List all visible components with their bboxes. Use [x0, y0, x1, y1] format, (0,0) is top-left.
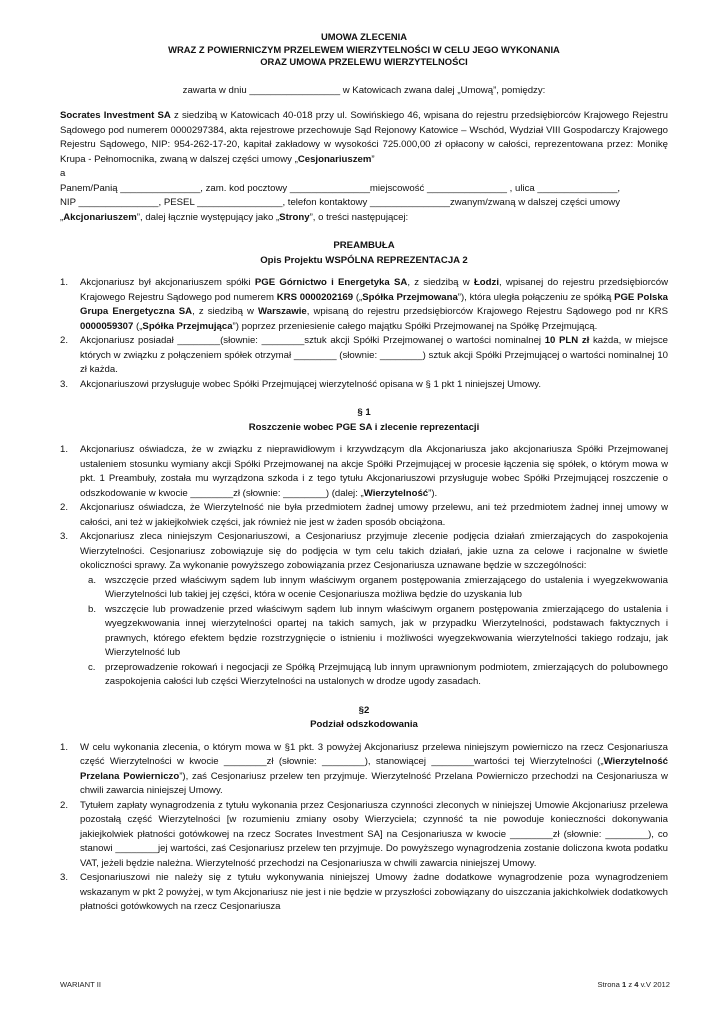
title-line-3: ORAZ UMOWA PRZELEWU WIERZYTELNOŚCI [260, 56, 468, 67]
item-bold: Łodzi [473, 277, 499, 288]
item-bold: Spółka Przejmowana [362, 291, 458, 303]
item-text: Akcjonariusz zleca niniejszym Cesjonariuszowi, a Cesjonariusz przyjmuje zlecenie podjęcia działań zmierzających do zaspokojenia Wierzytelności. Cesjonariusz zobowiązuje się do podjęcia w tym celu takich działań, jakie uzna za celowe i racjonalne w świetle okoliczności sprawy. Za wykonanie powyższego zobowiązania przez Cesjonariusza uznawane będzie w szczególności: [80, 531, 668, 571]
item-text: Akcjonariusz oświadcza, że w związku z nieprawidłowym i krzywdzącym dla Akcjonariusza jako akcjonariusza Spółki Przejmowanej ustaleniem stosunku wymiany akcji Spółki Przejmowanej na akcje Spółki Przejmującej w procesie łączenia się spółek, o którym mowa w pkt. 1 Preambuły, została mu wyrządzona szkoda i z tego tytułu Akcjonariuszowi przysługuje wobec Spółki Przejmującej roszczenie o odszkodowanie w kwocie ________zł (słownie: ________) (dalej: „ [80, 444, 668, 499]
item-number: 1. [60, 741, 69, 753]
item-text: Akcjonariusz był akcjonariuszem spółki [80, 277, 255, 288]
section-1-list [60, 443, 668, 690]
item-number: 3. [60, 378, 69, 390]
item-text: , wpisaną do rejestru przedsiębiorców Krajowego Rejestru Sądowego pod nr KRS [306, 306, 668, 317]
sub-list-item [60, 574, 668, 603]
company-description: z siedzibą w Katowicach 40-018 przy ul. Sowińskiego 46, wpisana do rejestru przedsiębiorców Krajowego Rejestru Sądowego pod numerem 0000297384, akta rejestrowe przechowuje Sąd Rejonowy Katowice – Wschód, Wydział VIII Gospodarczy Krajowego Rejestru Sądowego, NIP: 954-262-17-20, kapitał zakładowy w wysokości 725.000,00 zł opłacony w całości, reprezentowana przez: Monikę Krupa - Pełnomocnika, zwaną w dalszej części umowy „ [60, 110, 668, 165]
page-current: 1 [621, 980, 627, 989]
sub-item-text: wszczęcie lub prowadzenie przed właściwym sądem lub innym właściwym organem postępowania zmierzającego do ustalenia i wyegzekwowania innej wierzytelności opartej na takich samych, jak w przypadku Wierzytelności, podstawach faktycznych i prawnych, którego efektem będzie rozstrzygnięcie o istnieniu i możliwości wyegzekwowania wierzytelności takiego rodzaju, jak Wierzytelność lub [105, 603, 668, 658]
sub-item-text: przeprowadzenie rokowań i negocjacji ze Spółką Przejmującą lub innym uprawnionym podmiotem, zmierzających do polubownego zaspokojenia całości lub części Wierzytelności na ustalonych w drodze ugody zasadach. [105, 661, 668, 687]
section-2-subheading: Podział odszkodowania [310, 719, 418, 730]
cesjonariusz-term: Cesjonariuszem [297, 153, 372, 165]
item-text: ”) poprzez przeniesienie całego majątku Spółki Przejmowanej na Spółkę Przejmującą. [232, 320, 598, 332]
item-number: 3. [60, 531, 69, 542]
list-item [60, 276, 668, 334]
akcjonariusz-term: Akcjonariuszem [63, 211, 137, 223]
item-number: 3. [60, 872, 69, 883]
item-text: ”). [428, 487, 438, 499]
item-number: 2. [60, 799, 69, 811]
item-text: , z siedzibą w [192, 306, 259, 317]
list-item [60, 530, 668, 574]
sub-item-letter: a. [88, 574, 97, 586]
item-text: W celu wykonania zlecenia, o którym mowa w §1 pkt. 3 powyżej Akcjonariusz przelewa niniejszym powierniczo na rzecz Cesjonariusza część Wierzytelności w kwocie ________zł (słownie: ________), stanowiącej ________wartości tej Wierzytelności („ [80, 741, 668, 767]
item-text: , wpisanej do rejestru przedsiębiorców Krajowego Rejestru Sądowego pod numerem [80, 277, 668, 303]
item-text: Tytułem zapłaty wynagrodzenia z tytułu wykonania przez Cesjonariusza czynności zleconych w niniejszej Umowie Akcjonariusz przelewa pozostałą część Wierzytelności [w rozumieniu zmiany osoby Wierzyciela; czynność ta nie powoduje konieczności dokonywania jakiejkolwiek płatności gotówkowej na rzecz Socrates Investment SA] na Cesjonariusza w kwocie ________zł (słownie: ________), co stanowi ________jej wartości, zaś Cesjonariusz przelew ten przyjmuje. Do powyższego wynagrodzenia zostanie doliczona kwota podatku VAT, jeżeli będzie należna. Wierzytelność przechodzi na Cesjonariusza w chwili zawarcia niniejszej Umowy. [80, 799, 668, 869]
strony-term: Strony [279, 211, 310, 223]
item-bold: Wierzytelność Przelana Powierniczo [80, 756, 668, 782]
item-text: , z siedzibą w [407, 277, 474, 288]
preambula-heading: PREAMBUŁA [333, 240, 395, 251]
sub-item-letter: c. [88, 661, 96, 673]
quote-open: „ [60, 211, 64, 223]
preambula-list [60, 276, 668, 392]
page-of: z [626, 980, 635, 989]
footer-variant: WARIANT II [60, 980, 101, 989]
person-line-2: NIP _______________, PESEL ________________, telefon kontaktowy _______________zwanym/zwaną w dalszej części umowy [60, 197, 621, 208]
sub-item-text: wszczęcie przed właściwym sądem lub innym właściwym organem postępowania zmierzającego do ustalenia i wyegzekwowania Wierzytelności lub takiej jej części, która w ocenie Cesjonariusza możliwa będzie do uzyskania lub [105, 574, 668, 600]
item-bold: PGE Polska Grupa Energetyczna SA [80, 291, 669, 317]
section-1-heading: § 1 [357, 407, 371, 418]
item-text: Akcjonariusz oświadcza, że Wierzytelność nie była przedmiotem żadnej umowy przelewu, ani też przedmiotem żadnej innej umowy w całości, ani też w jakiejkolwiek części, jak również nie jest w żaden sposób obciążona. [80, 502, 668, 528]
list-item [60, 871, 668, 915]
item-text: („ [133, 320, 143, 332]
item-bold: 0000059307 [80, 320, 134, 332]
item-text: ”), zaś Cesjonariusz przelew ten przyjmuje. Wierzytelność Przelana Powierniczo przechodzi na Cesjonariusza w chwili zawarcia niniejszej Umowy. [80, 770, 668, 796]
item-bold: 10 PLN zł [544, 335, 590, 346]
item-text: Akcjonariuszowi przysługuje wobec Spółki Przejmującej wierzytelność opisana w § 1 pkt 1 niniejszej Umowy. [80, 378, 542, 390]
document-version: v.V 2012 [638, 980, 670, 989]
person-line-3-mid: ”, dalej łącznie występujący jako „ [136, 211, 280, 223]
preambula-subheading: Opis Projektu WSPÓLNA REPREZENTACJA 2 [260, 254, 468, 266]
document-body [60, 31, 668, 915]
item-number: 2. [60, 502, 69, 513]
list-item [60, 741, 668, 799]
sub-list-item [60, 661, 668, 690]
item-text: ”), która uległa połączeniu ze spółką [457, 291, 615, 303]
person-line-3 [60, 211, 668, 226]
section-2-heading: §2 [358, 704, 370, 716]
list-item [60, 378, 668, 393]
item-bold: Warszawie [258, 306, 307, 317]
sub-item-letter: b. [88, 603, 97, 615]
page-label: Strona [597, 980, 622, 989]
item-text: Akcjonariusz posiadał ________(słownie: ________sztuk akcji Spółki Przejmowanej o wartości nominalnej [80, 335, 545, 346]
person-line-3-end: ”, o treści następującej: [309, 211, 409, 223]
page-total: 4 [634, 980, 639, 989]
sub-list-item [60, 603, 668, 661]
document-title [60, 31, 668, 69]
item-bold: Spółka Przejmująca [142, 320, 233, 332]
company-name: Socrates Investment SA [60, 110, 171, 121]
item-text: każda, w miejsce których w związku z połączeniem spółek otrzymał ________ (słownie: ________) sztuk akcji Spółki Przejmującej o wartości nominalnej 10 zł każda. [80, 335, 669, 375]
item-text: Cesjonariuszowi nie należy się z tytułu wykonywania niniejszej Umowy żadne dodatkowe wynagrodzenie poza wynagrodzeniem wskazanym w pkt 2 powyżej, w tym Akcjonariusz nie jest i nie będzie w przyszłości zobowiązany do uiszczania jakichkolwiek dodatkowych płatności gotówkowych na rzecz Cesjonariusza [80, 872, 668, 912]
list-item [60, 443, 668, 501]
list-item [60, 501, 668, 530]
item-bold: Wierzytelność [363, 487, 429, 499]
item-bold: PGE Górnictwo i Energetyka SA [254, 277, 408, 288]
item-number: 1. [60, 277, 69, 288]
person-line-1: Panem/Panią _______________, zam. kod pocztowy _______________miejscowość _______________ , ulica _______________, [60, 182, 621, 194]
item-bold: KRS 0000202169 [276, 291, 354, 303]
section-1-subheading: Roszczenie wobec PGE SA i zlecenie reprezentacji [248, 421, 480, 433]
date-line: zawarta w dniu _________________ w Katowicach zwana dalej „Umową”, pomiędzy: [182, 84, 546, 96]
list-item [60, 799, 668, 872]
company-end: ” [371, 153, 375, 165]
list-item [60, 334, 668, 378]
conjunction-a: a [60, 168, 66, 179]
title-line-1: UMOWA ZLECENIA [320, 31, 408, 42]
item-number: 1. [60, 444, 69, 455]
item-number: 2. [60, 335, 69, 346]
company-party [60, 109, 668, 167]
footer-page-info [597, 980, 670, 989]
title-line-2: WRAZ Z POWIERNICZYM PRZELEWEM WIERZYTELNOŚCI W CELU JEGO WYKONANIA [168, 43, 560, 55]
item-text: („ [353, 291, 363, 303]
section-2-list [60, 741, 668, 915]
